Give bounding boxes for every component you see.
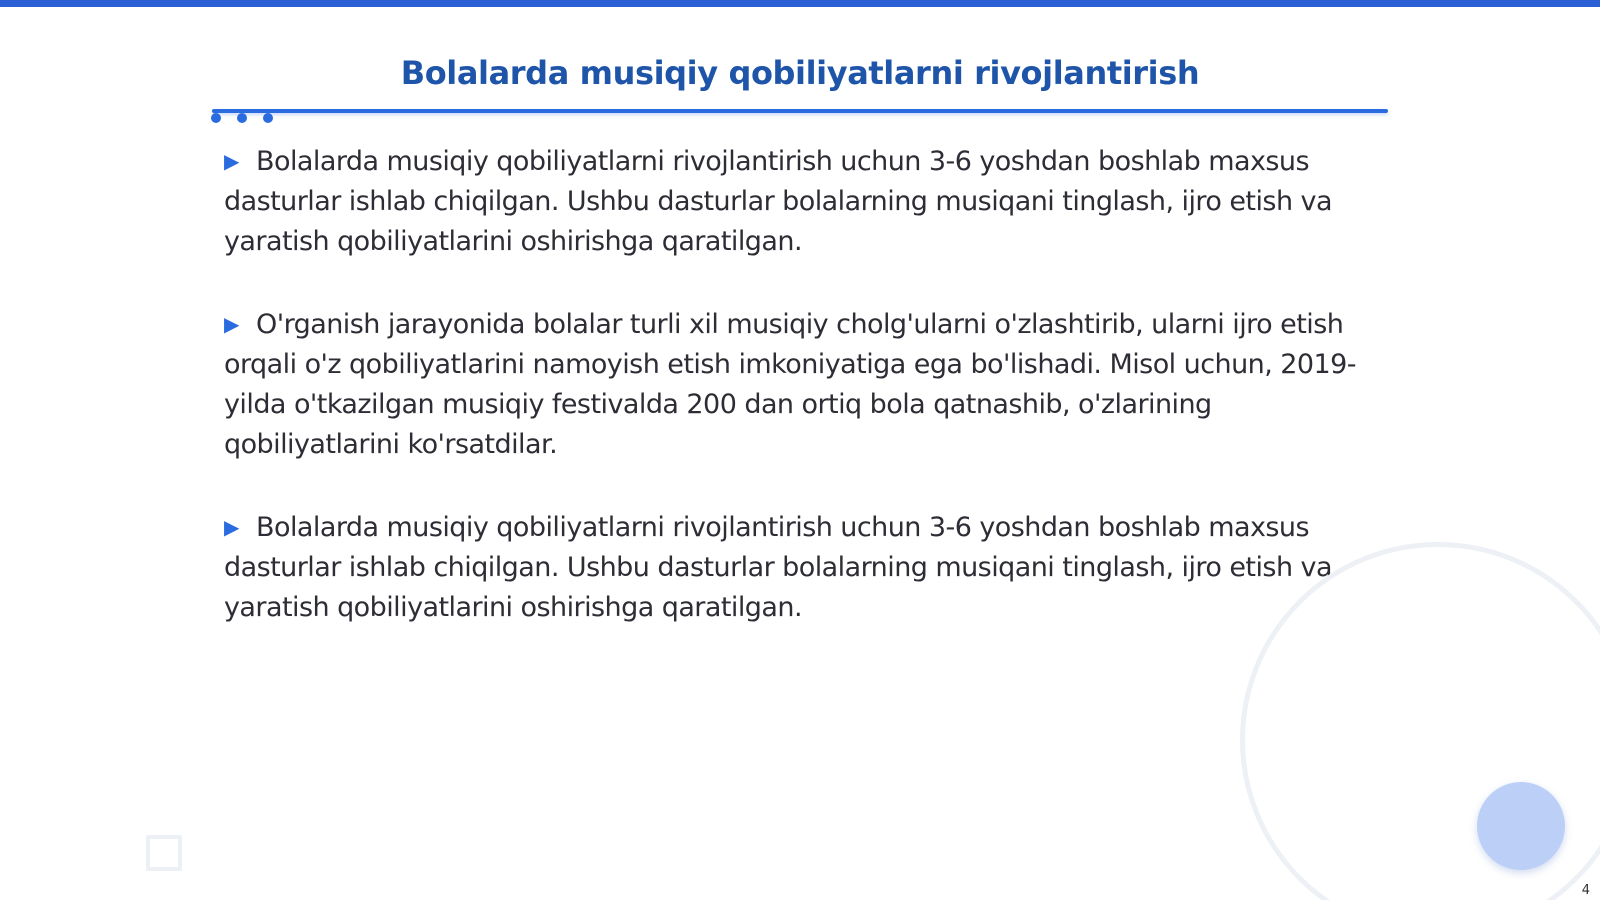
triangle-right-icon: ▶ [224, 515, 239, 539]
underline-dot [211, 113, 221, 123]
triangle-right-icon: ▶ [224, 149, 239, 173]
bullet-list [224, 141, 1384, 670]
triangle-right-icon: ▶ [224, 312, 239, 336]
slide-title: Bolalarda musiqiy qobiliyatlarni rivojlantirish [400, 54, 1200, 92]
bullet-paragraph [224, 507, 1384, 628]
bullet-paragraph [224, 304, 1384, 465]
decorative-square [146, 835, 182, 871]
title-underline [212, 109, 1388, 113]
underline-dot [237, 113, 247, 123]
paragraph-text: O'rganish jarayonida bolalar turli xil musiqiy cholg'ularni o'zlashtirib, ularni ijro etish orqali o'z qobiliyatlarini namoyish etish imkoniyatiga ega bo'lishadi. Misol uchun, 2019-yilda o'tkazilgan musiqiy festivalda 200 dan ortiq bola qatnashib, o'zlarining qobiliyatlarini ko'rsatdilar. [224, 309, 1356, 460]
bullet-paragraph [224, 141, 1384, 262]
underline-dot [263, 113, 273, 123]
decorative-circle [1477, 782, 1565, 870]
page-number: 4 [1581, 883, 1590, 898]
top-accent-bar [0, 0, 1600, 7]
paragraph-text: Bolalarda musiqiy qobiliyatlarni rivojlantirish uchun 3-6 yoshdan boshlab maxsus dasturlar ishlab chiqilgan. Ushbu dasturlar bolalarning musiqani tinglash, ijro etish va yaratish qobiliyatlarini oshirishga qaratilgan. [224, 512, 1332, 623]
paragraph-text: Bolalarda musiqiy qobiliyatlarni rivojlantirish uchun 3-6 yoshdan boshlab maxsus dasturlar ishlab chiqilgan. Ushbu dasturlar bolalarning musiqani tinglash, ijro etish va yaratish qobiliyatlarini oshirishga qaratilgan. [224, 146, 1332, 257]
